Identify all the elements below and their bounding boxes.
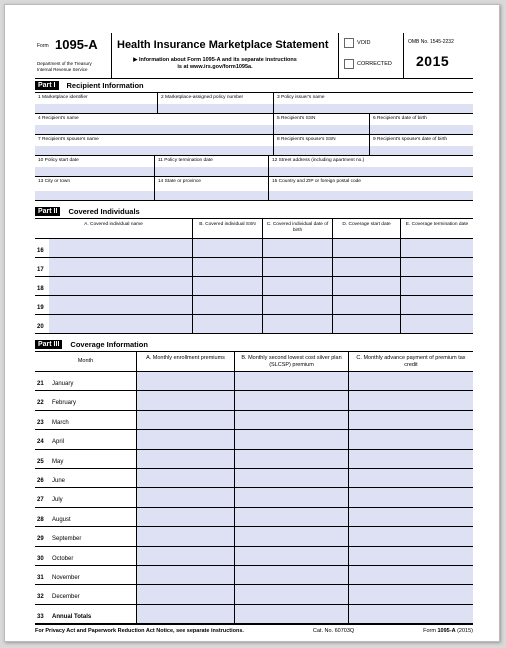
info-line-1: ▶ Information about Form 1095-A and its separate instructions: [133, 57, 297, 63]
cell-input[interactable]: [401, 296, 473, 314]
month-label: May: [52, 458, 64, 465]
table-row-totals: [35, 605, 473, 624]
cell-input[interactable]: [333, 239, 401, 257]
field-2: [158, 93, 274, 114]
cell-input[interactable]: [349, 391, 473, 409]
field-label: 12 Street address (including apartment no.): [272, 158, 365, 163]
form-info: [125, 57, 305, 71]
footer-form-id: [423, 628, 473, 634]
month-cell: [35, 372, 137, 390]
part1-grid: [35, 93, 473, 201]
footer-form-number: 1095-A: [437, 627, 456, 634]
cell-input[interactable]: [235, 469, 349, 487]
field-6: [370, 114, 473, 135]
input-state[interactable]: [155, 191, 268, 200]
cell-input[interactable]: [137, 566, 235, 584]
cell-input[interactable]: [235, 430, 349, 448]
table-row: [35, 430, 473, 449]
cell-input[interactable]: [333, 315, 401, 333]
month-cell: [35, 450, 137, 468]
privacy-notice: For Privacy Act and Paperwork Reduction Act Notice, see separate instructions.: [35, 627, 244, 634]
line-number: 28: [37, 516, 44, 523]
col-covered-ssn: B. Covered individual SSN: [193, 219, 263, 238]
cell-input[interactable]: [401, 239, 473, 257]
part2-table: [35, 219, 473, 334]
cell-input[interactable]: [137, 547, 235, 565]
input-recipient-dob[interactable]: [370, 125, 473, 134]
cell-input[interactable]: [49, 258, 193, 276]
col-coverage-end: E. Coverage termination date: [405, 222, 469, 227]
month-cell: [35, 547, 137, 565]
row-number: 16: [37, 248, 44, 254]
month-cell: [35, 469, 137, 487]
table-row: [35, 450, 473, 469]
table-row: [35, 258, 473, 277]
col-covered-dob: C. Covered individual date of birth: [263, 219, 333, 238]
cell-input[interactable]: [235, 372, 349, 390]
line-number: 27: [37, 497, 44, 504]
part1-title: Recipient Information: [66, 81, 144, 90]
col-month: Month: [35, 352, 137, 371]
line-number: 22: [37, 400, 44, 407]
form-number: 1095-A: [55, 37, 98, 52]
form-1095a: [35, 33, 473, 636]
input-policy-number[interactable]: [158, 104, 273, 113]
month-label: July: [52, 497, 63, 504]
cell-input[interactable]: [235, 391, 349, 409]
line-number: 24: [37, 439, 44, 446]
field-14: [155, 177, 269, 201]
col-advance-payment: C. Monthly advance payment of premium tax credit: [356, 355, 466, 368]
form-footer: [35, 624, 473, 636]
table-row: [35, 315, 473, 334]
row-number: 20: [37, 324, 44, 330]
table-row: [35, 239, 473, 258]
input-policy-start[interactable]: [35, 167, 154, 176]
month-cell: [35, 430, 137, 448]
cell-input[interactable]: [235, 547, 349, 565]
cell-input[interactable]: [263, 239, 333, 257]
input-recipient-name[interactable]: [35, 125, 273, 134]
cell-input[interactable]: [49, 315, 193, 333]
cell-input[interactable]: [49, 239, 193, 257]
cell-input[interactable]: [49, 277, 193, 295]
cell-input[interactable]: [333, 296, 401, 314]
part3-header: [35, 338, 473, 352]
field-label: 5 Recipient's SSN: [277, 116, 316, 121]
status-boxes: [338, 33, 403, 79]
field-label: 10 Policy start date: [38, 158, 79, 163]
cell-input[interactable]: [193, 277, 263, 295]
part1-tag: Part I: [35, 81, 59, 90]
field-7: [35, 135, 274, 156]
cell-input[interactable]: [137, 585, 235, 603]
month-label: August: [52, 516, 71, 523]
cell-input[interactable]: [401, 258, 473, 276]
cell-input[interactable]: [349, 430, 473, 448]
line-number: 32: [37, 594, 44, 601]
cell-input[interactable]: [349, 508, 473, 526]
part2-header: [35, 205, 473, 219]
cell-input[interactable]: [137, 508, 235, 526]
form-title: Health Insurance Marketplace Statement: [117, 39, 329, 51]
table-row: [35, 566, 473, 585]
field-12: [269, 156, 473, 177]
table-row: [35, 469, 473, 488]
field-label: 7 Recipient's spouse's name: [38, 137, 99, 142]
field-label: 3 Policy issuer's name: [277, 95, 325, 100]
cell-input[interactable]: [137, 450, 235, 468]
part1-header: [35, 79, 473, 93]
cell-input[interactable]: [193, 239, 263, 257]
field-10: [35, 156, 155, 177]
cell-input[interactable]: [349, 488, 473, 506]
dept-line-2: Internal Revenue Service: [37, 67, 88, 72]
input-recipient-ssn[interactable]: [274, 125, 369, 134]
input-spouse-dob[interactable]: [370, 146, 473, 155]
cell-input[interactable]: [333, 258, 401, 276]
line-number: 23: [37, 419, 44, 426]
month-label: December: [52, 594, 80, 601]
form-header: [35, 33, 473, 79]
field-1: [35, 93, 158, 114]
month-label: June: [52, 477, 66, 484]
cell-input[interactable]: [137, 488, 235, 506]
document-page: [4, 4, 500, 642]
cell-input[interactable]: [137, 469, 235, 487]
input-country-zip[interactable]: [269, 191, 473, 200]
field-8: [274, 135, 370, 156]
line-number: 33: [37, 613, 44, 620]
field-3: [274, 93, 473, 114]
cell-input[interactable]: [349, 547, 473, 565]
cell-input[interactable]: [235, 450, 349, 468]
field-label: 14 State or province: [158, 179, 201, 184]
cell-input[interactable]: [349, 605, 473, 623]
cell-input[interactable]: [137, 605, 235, 623]
row-number: 19: [37, 305, 44, 311]
cell-input[interactable]: [137, 527, 235, 545]
month-cell: [35, 508, 137, 526]
month-label: February: [52, 400, 77, 407]
field-9: [370, 135, 473, 156]
row-number: 17: [37, 267, 44, 273]
cell-input[interactable]: [193, 296, 263, 314]
field-label: 1 Marketplace identifier: [38, 95, 88, 100]
cell-input[interactable]: [235, 566, 349, 584]
cell-input[interactable]: [349, 469, 473, 487]
line-number: 31: [37, 574, 44, 581]
corrected-row: [344, 59, 392, 69]
col-enrollment-premiums: A. Monthly enrollment premiums: [137, 352, 235, 371]
cell-input[interactable]: [235, 605, 349, 623]
cell-input[interactable]: [235, 508, 349, 526]
cell-input[interactable]: [263, 296, 333, 314]
month-label: September: [52, 536, 82, 543]
part2-column-headers: [35, 219, 473, 239]
input-spouse-name[interactable]: [35, 146, 273, 155]
table-row: [35, 411, 473, 430]
cell-input[interactable]: [263, 277, 333, 295]
line-number: 30: [37, 555, 44, 562]
month-label: October: [52, 555, 74, 562]
cell-input[interactable]: [349, 372, 473, 390]
cell-input[interactable]: [235, 411, 349, 429]
input-city[interactable]: [35, 191, 154, 200]
table-row: [35, 372, 473, 391]
table-row: [35, 277, 473, 296]
cell-input[interactable]: [401, 277, 473, 295]
void-label: VOID: [357, 40, 371, 46]
line-number: 29: [37, 536, 44, 543]
month-label: April: [52, 439, 65, 446]
corrected-label: CORRECTED: [357, 61, 392, 67]
cell-input[interactable]: [349, 450, 473, 468]
field-label: 6 Recipient's date of birth: [373, 116, 427, 121]
month-label: Annual Totals: [52, 613, 92, 620]
footer-form-word: Form: [423, 627, 436, 634]
input-street-address[interactable]: [269, 167, 473, 176]
cell-input[interactable]: [235, 585, 349, 603]
field-13: [35, 177, 155, 201]
part3-table: [35, 352, 473, 624]
month-label: November: [52, 574, 80, 581]
cell-input[interactable]: [193, 258, 263, 276]
field-label: 15 Country and ZIP or foreign postal code: [272, 179, 361, 184]
cell-input[interactable]: [333, 277, 401, 295]
cell-input[interactable]: [263, 315, 333, 333]
field-label: 8 Recipient's spouse's SSN: [277, 137, 336, 142]
table-row: [35, 508, 473, 527]
field-label: 11 Policy termination date: [158, 158, 213, 163]
omb-number: OMB No. 1545-2232: [408, 39, 454, 45]
col-coverage-start: D. Coverage start date: [333, 219, 401, 238]
part2-tag: Part II: [35, 207, 60, 216]
cell-input[interactable]: [349, 527, 473, 545]
tax-year: 2015: [416, 53, 450, 69]
department-label: [37, 61, 92, 73]
col-covered-name: A. Covered individual name: [35, 219, 193, 238]
cell-input[interactable]: [49, 296, 193, 314]
month-cell: [35, 585, 137, 603]
cell-input[interactable]: [137, 372, 235, 390]
corrected-checkbox[interactable]: [344, 59, 354, 69]
input-marketplace-id[interactable]: [35, 104, 157, 113]
cell-input[interactable]: [137, 430, 235, 448]
part2-title: Covered Individuals: [68, 207, 140, 216]
line-number: 26: [37, 477, 44, 484]
month-cell: [35, 411, 137, 429]
table-row: [35, 527, 473, 546]
field-4: [35, 114, 274, 135]
input-spouse-ssn[interactable]: [274, 146, 369, 155]
month-cell: [35, 488, 137, 506]
month-cell: [35, 605, 137, 623]
cat-number: Cat. No. 60703Q: [312, 627, 355, 634]
table-row: [35, 547, 473, 566]
dept-line-1: Department of the Treasury: [37, 61, 92, 66]
field-label: 2 Marketplace-assigned policy number: [161, 95, 244, 100]
table-row: [35, 488, 473, 507]
void-checkbox[interactable]: [344, 38, 354, 48]
cell-input[interactable]: [401, 315, 473, 333]
input-issuer-name[interactable]: [274, 104, 473, 113]
part3-title: Coverage Information: [70, 340, 148, 349]
month-cell: [35, 391, 137, 409]
input-policy-end[interactable]: [155, 167, 268, 176]
month-cell: [35, 527, 137, 545]
col-slcsp-premium: B. Monthly second lowest cost silver plan (SLCSP) premium: [235, 352, 349, 371]
table-row: [35, 296, 473, 315]
field-label: 4 Recipient's name: [38, 116, 79, 121]
field-label: 13 City or town: [38, 179, 70, 184]
row-number: 18: [37, 286, 44, 292]
month-label: January: [52, 381, 74, 387]
cell-input[interactable]: [193, 315, 263, 333]
omb-year-box: [403, 33, 473, 79]
line-number: 25: [37, 458, 44, 465]
cell-input[interactable]: [349, 411, 473, 429]
field-15: [269, 177, 473, 201]
cell-input[interactable]: [263, 258, 333, 276]
form-word: Form: [37, 43, 49, 49]
part3-column-headers: [35, 352, 473, 372]
field-5: [274, 114, 370, 135]
cell-input[interactable]: [349, 566, 473, 584]
cell-input[interactable]: [137, 391, 235, 409]
form-id-box: [35, 33, 112, 79]
footer-form-year: (2015): [457, 627, 473, 634]
table-row: [35, 391, 473, 410]
month-cell: [35, 566, 137, 584]
cell-input[interactable]: [349, 585, 473, 603]
month-label: March: [52, 419, 69, 426]
cell-input[interactable]: [137, 411, 235, 429]
cell-input[interactable]: [235, 527, 349, 545]
line-number: 21: [37, 381, 44, 387]
field-label: 9 Recipient's spouse's date of birth: [373, 137, 448, 142]
part3-tag: Part III: [35, 340, 62, 349]
info-line-2: is at www.irs.gov/form1095a.: [177, 64, 253, 70]
table-row: [35, 585, 473, 604]
cell-input[interactable]: [235, 488, 349, 506]
void-row: [344, 38, 370, 48]
field-11: [155, 156, 269, 177]
